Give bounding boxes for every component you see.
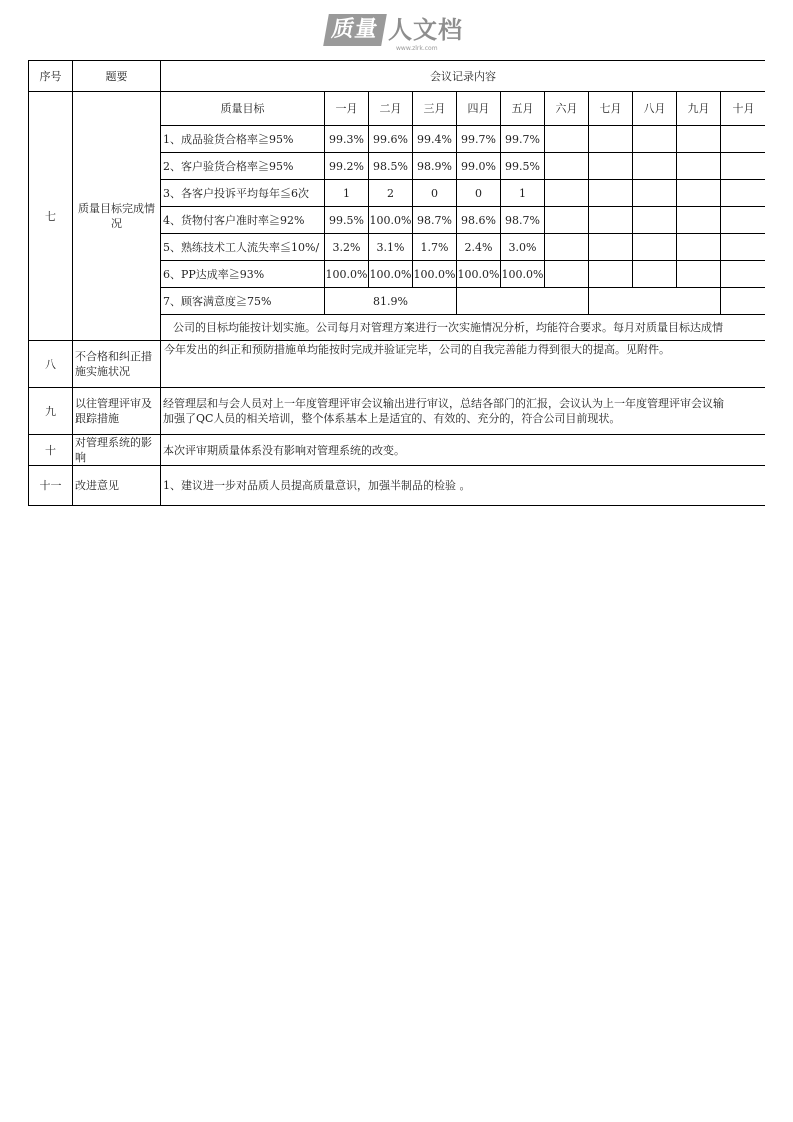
goal-value: 3.0%	[501, 234, 545, 261]
header-content: 会议记录内容	[161, 61, 766, 92]
section-8-topic: 不合格和纠正措施实施状况	[73, 341, 161, 388]
section-9-content	[161, 388, 766, 435]
satisfaction-empty	[457, 288, 589, 315]
goal-row	[161, 153, 766, 180]
goal-value: 98.7%	[413, 207, 457, 234]
goal-value: 99.5%	[325, 207, 369, 234]
month-header: 一月	[325, 92, 369, 126]
month-header: 十月	[721, 92, 766, 126]
section-10-row	[29, 435, 766, 466]
logo-url: www.zlrk.com	[396, 45, 438, 52]
goal-empty	[589, 234, 633, 261]
goal-row	[161, 126, 766, 153]
goal-label: 6、PP达成率≧93%	[161, 261, 325, 288]
section-11-row	[29, 466, 766, 506]
goal-empty	[545, 180, 589, 207]
section-11-content: 1、建议进一步对品质人员提高质量意识，加强半制品的检验 。	[161, 466, 766, 506]
goal-value: 0	[457, 180, 501, 207]
goal-empty	[677, 234, 721, 261]
goal-empty	[589, 126, 633, 153]
section-9-no: 九	[29, 388, 73, 435]
goal-value: 98.6%	[457, 207, 501, 234]
goal-value: 3.1%	[369, 234, 413, 261]
goal-empty	[545, 234, 589, 261]
section-7-no: 七	[29, 92, 73, 341]
section-9-row	[29, 388, 766, 435]
satisfaction-empty	[589, 288, 721, 315]
goal-empty	[721, 207, 766, 234]
section-10-content: 本次评审期质量体系没有影响对管理系统的改变。	[161, 435, 766, 466]
goal-value: 1.7%	[413, 234, 457, 261]
goal-label: 2、客户验货合格率≧95%	[161, 153, 325, 180]
header-no: 序号	[29, 61, 73, 92]
month-header: 九月	[677, 92, 721, 126]
goal-value: 100.0%	[369, 207, 413, 234]
goal-value: 98.5%	[369, 153, 413, 180]
goal-value: 2	[369, 180, 413, 207]
goal-row	[161, 207, 766, 234]
goal-empty	[721, 234, 766, 261]
quality-goals-table	[160, 91, 765, 315]
goal-label: 1、成品验货合格率≧95%	[161, 126, 325, 153]
goal-empty	[545, 207, 589, 234]
goal-empty	[677, 153, 721, 180]
goal-value: 99.6%	[369, 126, 413, 153]
goal-value: 100.0%	[325, 261, 369, 288]
section-8-no: 八	[29, 341, 73, 388]
goal-row	[161, 234, 766, 261]
goal-empty	[633, 153, 677, 180]
goal-empty	[589, 153, 633, 180]
goal-label: 4、货物付客户准时率≧92%	[161, 207, 325, 234]
section-7-content	[161, 92, 766, 341]
goal-value: 99.5%	[501, 153, 545, 180]
goal-value: 99.0%	[457, 153, 501, 180]
goal-empty	[677, 261, 721, 288]
section-10-no: 十	[29, 435, 73, 466]
goal-value: 99.4%	[413, 126, 457, 153]
goal-empty	[545, 261, 589, 288]
section-7-row	[29, 92, 766, 341]
goal-empty	[545, 153, 589, 180]
goal-empty	[589, 261, 633, 288]
goal-empty	[633, 180, 677, 207]
section-9-line-1: 经管理层和与会人员对上一年度管理评审会议输出进行审议，总结各部门的汇报，会议认为上一年度管理评审会议输	[163, 397, 724, 410]
satisfaction-label: 7、顾客满意度≧75%	[161, 288, 325, 315]
month-header: 二月	[369, 92, 413, 126]
goal-empty	[633, 261, 677, 288]
section-7-topic: 质量目标完成情况	[73, 92, 161, 341]
goal-empty	[721, 180, 766, 207]
header-row	[29, 61, 766, 92]
goal-value: 99.3%	[325, 126, 369, 153]
goal-empty	[589, 180, 633, 207]
month-header: 四月	[457, 92, 501, 126]
goal-value: 99.7%	[457, 126, 501, 153]
goals-header-goal: 质量目标	[161, 92, 325, 126]
goal-value: 3.2%	[325, 234, 369, 261]
section-11-topic: 改进意见	[73, 466, 161, 506]
goal-value: 1	[501, 180, 545, 207]
section-9-line-2: 加强了QC人员的相关培训，整个体系基本上是适宜的、有效的、充分的，符合公司目前现状。	[163, 412, 621, 425]
section-11-no: 十一	[29, 466, 73, 506]
month-header: 八月	[633, 92, 677, 126]
goal-empty	[633, 207, 677, 234]
section-8-row	[29, 341, 766, 388]
goal-label: 5、熟练技术工人流失率≦10%/	[161, 234, 325, 261]
goal-value: 99.7%	[501, 126, 545, 153]
section-8-content: 今年发出的纠正和预防措施单均能按时完成并验证完毕，公司的自我完善能力得到很大的提高。见附件。	[161, 341, 766, 388]
goal-row	[161, 180, 766, 207]
goal-empty	[677, 126, 721, 153]
goal-empty	[545, 126, 589, 153]
goal-value: 100.0%	[501, 261, 545, 288]
logo-part-1: 质量	[323, 14, 387, 46]
satisfaction-row	[161, 288, 766, 315]
goal-value: 98.9%	[413, 153, 457, 180]
goal-value: 99.2%	[325, 153, 369, 180]
goal-empty	[677, 207, 721, 234]
satisfaction-value: 81.9%	[325, 288, 457, 315]
goal-value: 98.7%	[501, 207, 545, 234]
month-header: 七月	[589, 92, 633, 126]
goals-header-row	[161, 92, 766, 126]
goal-row	[161, 261, 766, 288]
month-header: 五月	[501, 92, 545, 126]
goal-empty	[589, 207, 633, 234]
month-header: 六月	[545, 92, 589, 126]
section-9-topic: 以往管理评审及跟踪措施	[73, 388, 161, 435]
month-header: 三月	[413, 92, 457, 126]
header-topic: 题要	[73, 61, 161, 92]
goal-empty	[633, 126, 677, 153]
goal-empty	[721, 126, 766, 153]
goal-label: 3、各客户投诉平均每年≦6次	[161, 180, 325, 207]
goal-empty	[721, 261, 766, 288]
section-10-topic: 对管理系统的影响	[73, 435, 161, 466]
logo-part-2: 人文档	[388, 16, 463, 44]
meeting-record-table	[28, 60, 765, 506]
goal-value: 100.0%	[413, 261, 457, 288]
goal-empty	[721, 153, 766, 180]
goals-note: 公司的目标均能按计划实施。公司每月对管理方案进行一次实施情况分析，均能符合要求。每月对质量目标达成情	[173, 321, 723, 334]
goal-empty	[677, 180, 721, 207]
satisfaction-empty	[721, 288, 766, 315]
meeting-record-sheet	[28, 60, 765, 522]
goal-empty	[633, 234, 677, 261]
goal-value: 100.0%	[369, 261, 413, 288]
goal-value: 1	[325, 180, 369, 207]
goal-value: 2.4%	[457, 234, 501, 261]
goal-value: 100.0%	[457, 261, 501, 288]
goal-value: 0	[413, 180, 457, 207]
site-logo	[326, 12, 466, 52]
